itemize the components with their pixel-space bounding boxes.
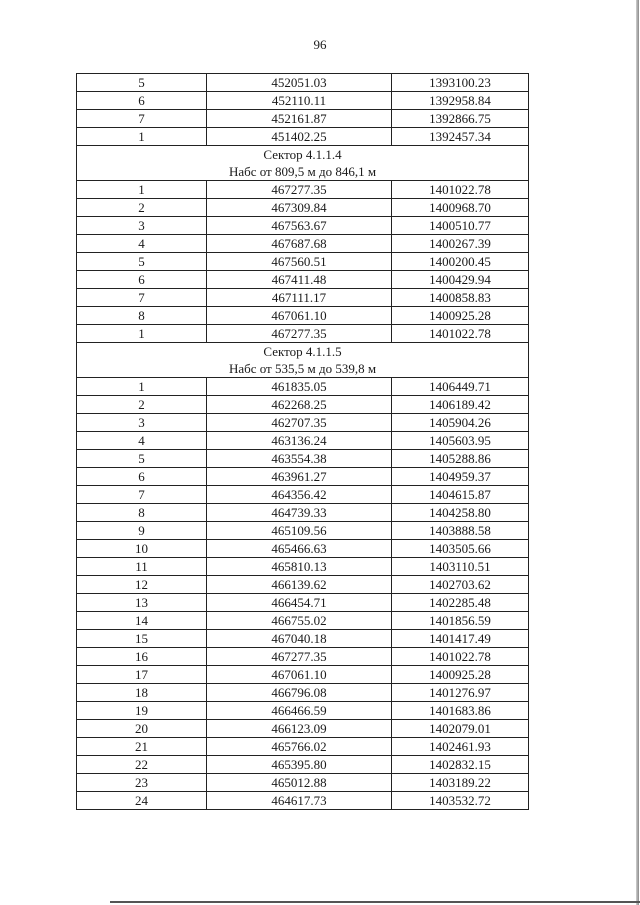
x-coordinate-cell: 463554.38	[207, 450, 392, 468]
y-coordinate-cell: 1405603.95	[392, 432, 529, 450]
x-coordinate-cell: 466139.62	[207, 576, 392, 594]
table-row	[77, 702, 529, 720]
x-coordinate-cell: 464356.42	[207, 486, 392, 504]
x-coordinate-cell: 467411.48	[207, 271, 392, 289]
table-row	[77, 181, 529, 199]
y-coordinate-cell: 1393100.23	[392, 74, 529, 92]
point-number-cell: 19	[77, 702, 207, 720]
scan-edge-bottom	[110, 901, 640, 903]
point-number-cell: 6	[77, 468, 207, 486]
y-coordinate-cell: 1392457.34	[392, 128, 529, 146]
table-row	[77, 774, 529, 792]
point-number-cell: 24	[77, 792, 207, 810]
table-row	[77, 271, 529, 289]
altitude-range-row	[77, 360, 529, 378]
point-number-cell: 4	[77, 432, 207, 450]
point-number-cell: 7	[77, 486, 207, 504]
table-row	[77, 540, 529, 558]
sector-header-row	[77, 146, 529, 164]
point-number-cell: 9	[77, 522, 207, 540]
point-number-cell: 5	[77, 253, 207, 271]
altitude-range-text: Набс от 535,5 м до 539,8 м	[77, 360, 529, 378]
point-number-cell: 8	[77, 504, 207, 522]
table-row	[77, 522, 529, 540]
y-coordinate-cell: 1401417.49	[392, 630, 529, 648]
point-number-cell: 4	[77, 235, 207, 253]
x-coordinate-cell: 467111.17	[207, 289, 392, 307]
point-number-cell: 20	[77, 720, 207, 738]
y-coordinate-cell: 1402832.15	[392, 756, 529, 774]
altitude-range-row	[77, 163, 529, 181]
table-row	[77, 594, 529, 612]
page-number: 96	[313, 37, 327, 52]
table-row	[77, 128, 529, 146]
x-coordinate-cell: 465109.56	[207, 522, 392, 540]
y-coordinate-cell: 1400429.94	[392, 271, 529, 289]
table-row	[77, 307, 529, 325]
y-coordinate-cell: 1405288.86	[392, 450, 529, 468]
table-row	[77, 432, 529, 450]
y-coordinate-cell: 1400858.83	[392, 289, 529, 307]
table-row	[77, 486, 529, 504]
point-number-cell: 1	[77, 181, 207, 199]
table-row	[77, 738, 529, 756]
table-row	[77, 468, 529, 486]
table-row	[77, 289, 529, 307]
table-row	[77, 217, 529, 235]
x-coordinate-cell: 466454.71	[207, 594, 392, 612]
table-row	[77, 450, 529, 468]
point-number-cell: 8	[77, 307, 207, 325]
point-number-cell: 11	[77, 558, 207, 576]
table-row	[77, 378, 529, 396]
y-coordinate-cell: 1400200.45	[392, 253, 529, 271]
point-number-cell: 1	[77, 325, 207, 343]
table-row	[77, 720, 529, 738]
point-number-cell: 22	[77, 756, 207, 774]
coordinate-table-body	[77, 74, 529, 810]
x-coordinate-cell: 451402.25	[207, 128, 392, 146]
x-coordinate-cell: 464739.33	[207, 504, 392, 522]
scan-edge-right	[636, 0, 639, 905]
y-coordinate-cell: 1406449.71	[392, 378, 529, 396]
y-coordinate-cell: 1401022.78	[392, 181, 529, 199]
y-coordinate-cell: 1406189.42	[392, 396, 529, 414]
y-coordinate-cell: 1401683.86	[392, 702, 529, 720]
y-coordinate-cell: 1404258.80	[392, 504, 529, 522]
sector-title: Сектор 4.1.1.4	[77, 146, 529, 164]
y-coordinate-cell: 1401022.78	[392, 325, 529, 343]
y-coordinate-cell: 1400510.77	[392, 217, 529, 235]
y-coordinate-cell: 1404959.37	[392, 468, 529, 486]
y-coordinate-cell: 1403532.72	[392, 792, 529, 810]
x-coordinate-cell: 452161.87	[207, 110, 392, 128]
point-number-cell: 12	[77, 576, 207, 594]
point-number-cell: 1	[77, 378, 207, 396]
y-coordinate-cell: 1400925.28	[392, 666, 529, 684]
table-row	[77, 504, 529, 522]
y-coordinate-cell: 1400968.70	[392, 199, 529, 217]
point-number-cell: 10	[77, 540, 207, 558]
point-number-cell: 5	[77, 74, 207, 92]
table-row	[77, 630, 529, 648]
point-number-cell: 13	[77, 594, 207, 612]
table-row	[77, 253, 529, 271]
x-coordinate-cell: 465810.13	[207, 558, 392, 576]
x-coordinate-cell: 462268.25	[207, 396, 392, 414]
point-number-cell: 6	[77, 271, 207, 289]
table-row	[77, 325, 529, 343]
y-coordinate-cell: 1403505.66	[392, 540, 529, 558]
altitude-range-text: Набс от 809,5 м до 846,1 м	[77, 163, 529, 181]
x-coordinate-cell: 466466.59	[207, 702, 392, 720]
y-coordinate-cell: 1400267.39	[392, 235, 529, 253]
x-coordinate-cell: 465766.02	[207, 738, 392, 756]
sector-title: Сектор 4.1.1.5	[77, 343, 529, 361]
table-row	[77, 558, 529, 576]
x-coordinate-cell: 452051.03	[207, 74, 392, 92]
y-coordinate-cell: 1401276.97	[392, 684, 529, 702]
table-row	[77, 792, 529, 810]
y-coordinate-cell: 1401022.78	[392, 648, 529, 666]
table-row	[77, 684, 529, 702]
y-coordinate-cell: 1401856.59	[392, 612, 529, 630]
y-coordinate-cell: 1392866.75	[392, 110, 529, 128]
x-coordinate-cell: 467040.18	[207, 630, 392, 648]
table-row	[77, 396, 529, 414]
sector-header-row	[77, 343, 529, 361]
point-number-cell: 7	[77, 289, 207, 307]
x-coordinate-cell: 467061.10	[207, 307, 392, 325]
point-number-cell: 15	[77, 630, 207, 648]
x-coordinate-cell: 462707.35	[207, 414, 392, 432]
table-row	[77, 92, 529, 110]
point-number-cell: 17	[77, 666, 207, 684]
x-coordinate-cell: 467563.67	[207, 217, 392, 235]
point-number-cell: 2	[77, 199, 207, 217]
table-row	[77, 74, 529, 92]
y-coordinate-cell: 1405904.26	[392, 414, 529, 432]
x-coordinate-cell: 467687.68	[207, 235, 392, 253]
table-row	[77, 648, 529, 666]
point-number-cell: 2	[77, 396, 207, 414]
point-number-cell: 23	[77, 774, 207, 792]
point-number-cell: 6	[77, 92, 207, 110]
x-coordinate-cell: 463136.24	[207, 432, 392, 450]
y-coordinate-cell: 1400925.28	[392, 307, 529, 325]
point-number-cell: 14	[77, 612, 207, 630]
x-coordinate-cell: 465466.63	[207, 540, 392, 558]
x-coordinate-cell: 461835.05	[207, 378, 392, 396]
x-coordinate-cell: 466755.02	[207, 612, 392, 630]
x-coordinate-cell: 467277.35	[207, 181, 392, 199]
x-coordinate-cell: 467560.51	[207, 253, 392, 271]
table-row	[77, 110, 529, 128]
y-coordinate-cell: 1402285.48	[392, 594, 529, 612]
table-row	[77, 199, 529, 217]
x-coordinate-cell: 467309.84	[207, 199, 392, 217]
point-number-cell: 21	[77, 738, 207, 756]
y-coordinate-cell: 1403110.51	[392, 558, 529, 576]
point-number-cell: 1	[77, 128, 207, 146]
y-coordinate-cell: 1392958.84	[392, 92, 529, 110]
table-row	[77, 756, 529, 774]
y-coordinate-cell: 1402461.93	[392, 738, 529, 756]
x-coordinate-cell: 467061.10	[207, 666, 392, 684]
point-number-cell: 3	[77, 414, 207, 432]
y-coordinate-cell: 1404615.87	[392, 486, 529, 504]
x-coordinate-cell: 466123.09	[207, 720, 392, 738]
table-row	[77, 576, 529, 594]
y-coordinate-cell: 1402703.62	[392, 576, 529, 594]
coordinate-table	[76, 73, 529, 810]
x-coordinate-cell: 465395.80	[207, 756, 392, 774]
point-number-cell: 5	[77, 450, 207, 468]
point-number-cell: 16	[77, 648, 207, 666]
point-number-cell: 3	[77, 217, 207, 235]
y-coordinate-cell: 1403189.22	[392, 774, 529, 792]
x-coordinate-cell: 467277.35	[207, 325, 392, 343]
y-coordinate-cell: 1403888.58	[392, 522, 529, 540]
x-coordinate-cell: 465012.88	[207, 774, 392, 792]
table-row	[77, 414, 529, 432]
x-coordinate-cell: 467277.35	[207, 648, 392, 666]
x-coordinate-cell: 466796.08	[207, 684, 392, 702]
point-number-cell: 18	[77, 684, 207, 702]
x-coordinate-cell: 463961.27	[207, 468, 392, 486]
y-coordinate-cell: 1402079.01	[392, 720, 529, 738]
table-row	[77, 666, 529, 684]
x-coordinate-cell: 452110.11	[207, 92, 392, 110]
x-coordinate-cell: 464617.73	[207, 792, 392, 810]
point-number-cell: 7	[77, 110, 207, 128]
table-row	[77, 612, 529, 630]
table-row	[77, 235, 529, 253]
